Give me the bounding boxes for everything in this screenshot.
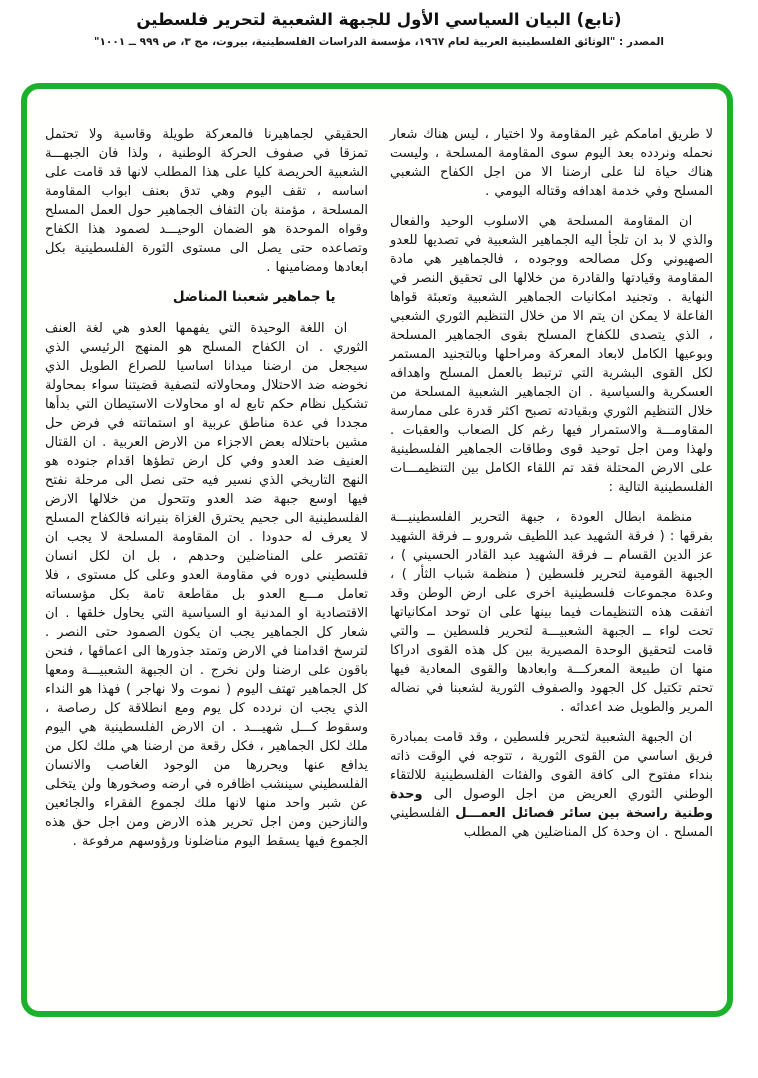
- paragraph-right-4-post: الفلسطيني المسلح . ان وحدة كل المناضلين هي المطلب: [390, 806, 713, 840]
- two-column-body: [27, 89, 727, 880]
- bold-phrase-national-unity: وحدة وطنية راسخة بين سائر فصائل العمـــل: [390, 787, 713, 821]
- subheading-call-to-masses: يا جماهير شعبنا المناضل: [172, 289, 336, 305]
- column-right: [390, 125, 713, 862]
- paragraph-right-1: لا طريق امامكم غير المقاومة ولا اختيار ، ليس هناك شعار نحمله ونردده بعد اليوم سوى المقاومة المسلحة ، وليست هناك حياة لنا على ارضنا الا من اجل الكفاح الشعبي المسلح وفي خدمة اهدافه وقتاله اليومي .: [390, 127, 713, 199]
- paragraph-right-4: [390, 728, 713, 842]
- paragraph-left-1: الحقيقي لجماهيرنا فالمعركة طويلة وقاسية ولا تحتمل تمزقا في صفوف الحركة الوطنية ، ولذا فان الجبهـــة الشعبية الحريصة كليا على هذا المطلب لانها قد قامت على اساسه ، تقف اليوم وهي تدق بعنف ابواب المقاومة المسلحة ، مؤمنة بان التفاف الجماهير حول العمل المسلح وقواه الموحدة هو الضمان الوحيـــد لصمود هذا الكفاح وتصاعده حتى يصل الى مستوى الثورة الفلسطينية بكل ابعادها ومضامينها .: [45, 127, 368, 275]
- green-border-frame: [21, 83, 733, 1017]
- paragraph-right-4-pre: ان الجبهة الشعبية لتحرير فلسطين ، وقد قامت بمبادرة فريق اساسي من القوى الثورية ، تتوجه في الوقت ذاته بنداء مفتوح الى كافة القوى والفئات الفلسطينية للالتقاء الوطني الثوري العريض من اجل الوصول الى: [390, 730, 713, 802]
- page-title: (تابع) البيان السياسي الأول للجبهة الشعبية لتحرير فلسطين: [136, 10, 622, 29]
- paragraph-right-3: منظمة ابطال العودة ، جبهة التحرير الفلسطينيـــة بفرقها : ( فرقة الشهيد عبد اللطيف شرورو ــ فرقة الشهيد عز الدين القسام ــ فرقة الشهيد عبد القادر الحسيني ) ، الجبهة القومية لتحرير فلسطين ( منظمة شباب الثأر ) ، وعدة مجموعات فلسطينية اخرى على ارض الوطن وقد اتفقت هذه التنظيمات فيما بينها على ان توحد امكانياتها تحت لواء ــ الجبهة الشعبيـــة لتحرير فلسطين ــ والتي قامت لتحقيق الوحدة المصيرية بين كل هذه القوى ادراكا منها ان طبيعة المعركـــة وابعادها والقوى المعادية فيها تحتم تكتيل كل الجهود والصفوف الثورية لشعبنا في نضاله المرير والطويل ضد اعدائه .: [390, 510, 713, 715]
- paragraph-right-2: ان المقاومة المسلحة هي الاسلوب الوحيد والفعال والذي لا بد ان تلجأ اليه الجماهير الشعبية في تصديها للعدو الصهيوني وكل مصالحه ووجوده ، فالجماهير هي مادة المقاومة وقيادتها والقادرة من خلالها الى تحقيق النصر في النهاية . وتجنيد امكانيات الجماهير الشعبية وتعبئة قواها الفاعلة لا يمكن ان يتم الا من خلال التنظيم الثوري الشعبي ، الذي يتصدى للكفاح المسلح بقوى الجماهير المسلحة وبوعيها الكامل لابعاد المعركة ومراحلها وبالتجنيد المستمر لكل القوى البشرية التي ترتبط بالعمل المسلح واهدافه العسكرية والسياسية . ان الجماهير الشعبية المسلحة من خلال التنظيم الثوري وبقيادته تصبح اكثر قدرة على ممارسة المقاومـــة والاستمرار فيها رغم كل الصعاب والعقبات . ولهذا ومن اجل توحيد قوى وطاقات الجماهير الفلسطينية على الارض المحتلة فقد تم اللقاء الكامل بين التنظيمـــات الفلسطينية التالية :: [390, 214, 713, 495]
- document-header: [0, 10, 758, 48]
- paragraph-left-2: ان اللغة الوحيدة التي يفهمها العدو هي لغة العنف الثوري . ان الكفاح المسلح هو المنهج الرئيسي الذي سيجعل من ارضنا ميدانا اساسيا للصراع الطويل الذي نخوضه ضد الاحتلال ومحاولاته لتصفية قضيتنا سواء بمحاولة تشكيل نظام حكم تابع له او محاولات الاستيطان التي بدأها مجددا في عدة مناطق عربية او استماتته في فرض حل مشين باحتلاله بعض الاجزاء من الارض العربية . ان القتال العنيف ضد العدو وفي كل ارض تطؤها اقدام جنوده هو النهج التاريخي الذي نسير فيه حتى نصل الى مرحلة نفتح فيها اوسع جبهة ضد العدو وتتحول من خلالها الارض الفلسطينية الى جحيم يحترق الغزاة بنيرانه فالكفاح المسلح لا يعرف له حدودا . ان المقاومة المسلحة لا يجب ان تقتصر على المناضلين وحدهم ، بل ان لكل انسان فلسطيني دوره في مقاومة العدو وعلى كل مستوى ، فلا تعامل مـــع العدو بل مقاطعة تامة بكل مؤسساته الاقتصادية او المدنية او السياسية التي يحاول خلقها . ان شعار كل الجماهير يجب ان يكون الصمود حتى النصر . لترسخ اقدامنا في الارض وتمتد جذورها الى اعماقها ، فنحن باقون على ارضنا ولن نخرج . ان الجبهة الشعبيـــة ومعها كل الجماهير تهتف اليوم ( نموت ولا نهاجر ) فهذا هو النداء الذي يجب ان نردده كل يوم ومع انطلاقة كل رصاصة ، وسقوط كـــل شهيـــد . ان الارض الفلسطينية هي اليوم ملك لكل الجماهير ، فكل رقعة من ارضنا هي ملك لكل من يدافع عنها ويحررها من الوجود الغاصب والانسان الفلسطيني سينشب اظافره في ارضه وصخورها ولن يتخلى عن شبر واحد منها لانها ملك لجموع الفقراء والجائعين والنازحين ومن اجل تحرير هذه الارض ومن اجل حق هذه الجموع فيها يسقط اليوم مناضلونا ورؤوسهم مرفوعة .: [45, 321, 368, 849]
- column-left: [45, 125, 368, 862]
- source-citation: المصدر : "الوثائق الفلسطينية العربية لعام ١٩٦٧، مؤسسة الدراسات الفلسطينية، بيروت، مج ٣، ص ٩٩٩ ــ ١٠٠١": [94, 36, 664, 48]
